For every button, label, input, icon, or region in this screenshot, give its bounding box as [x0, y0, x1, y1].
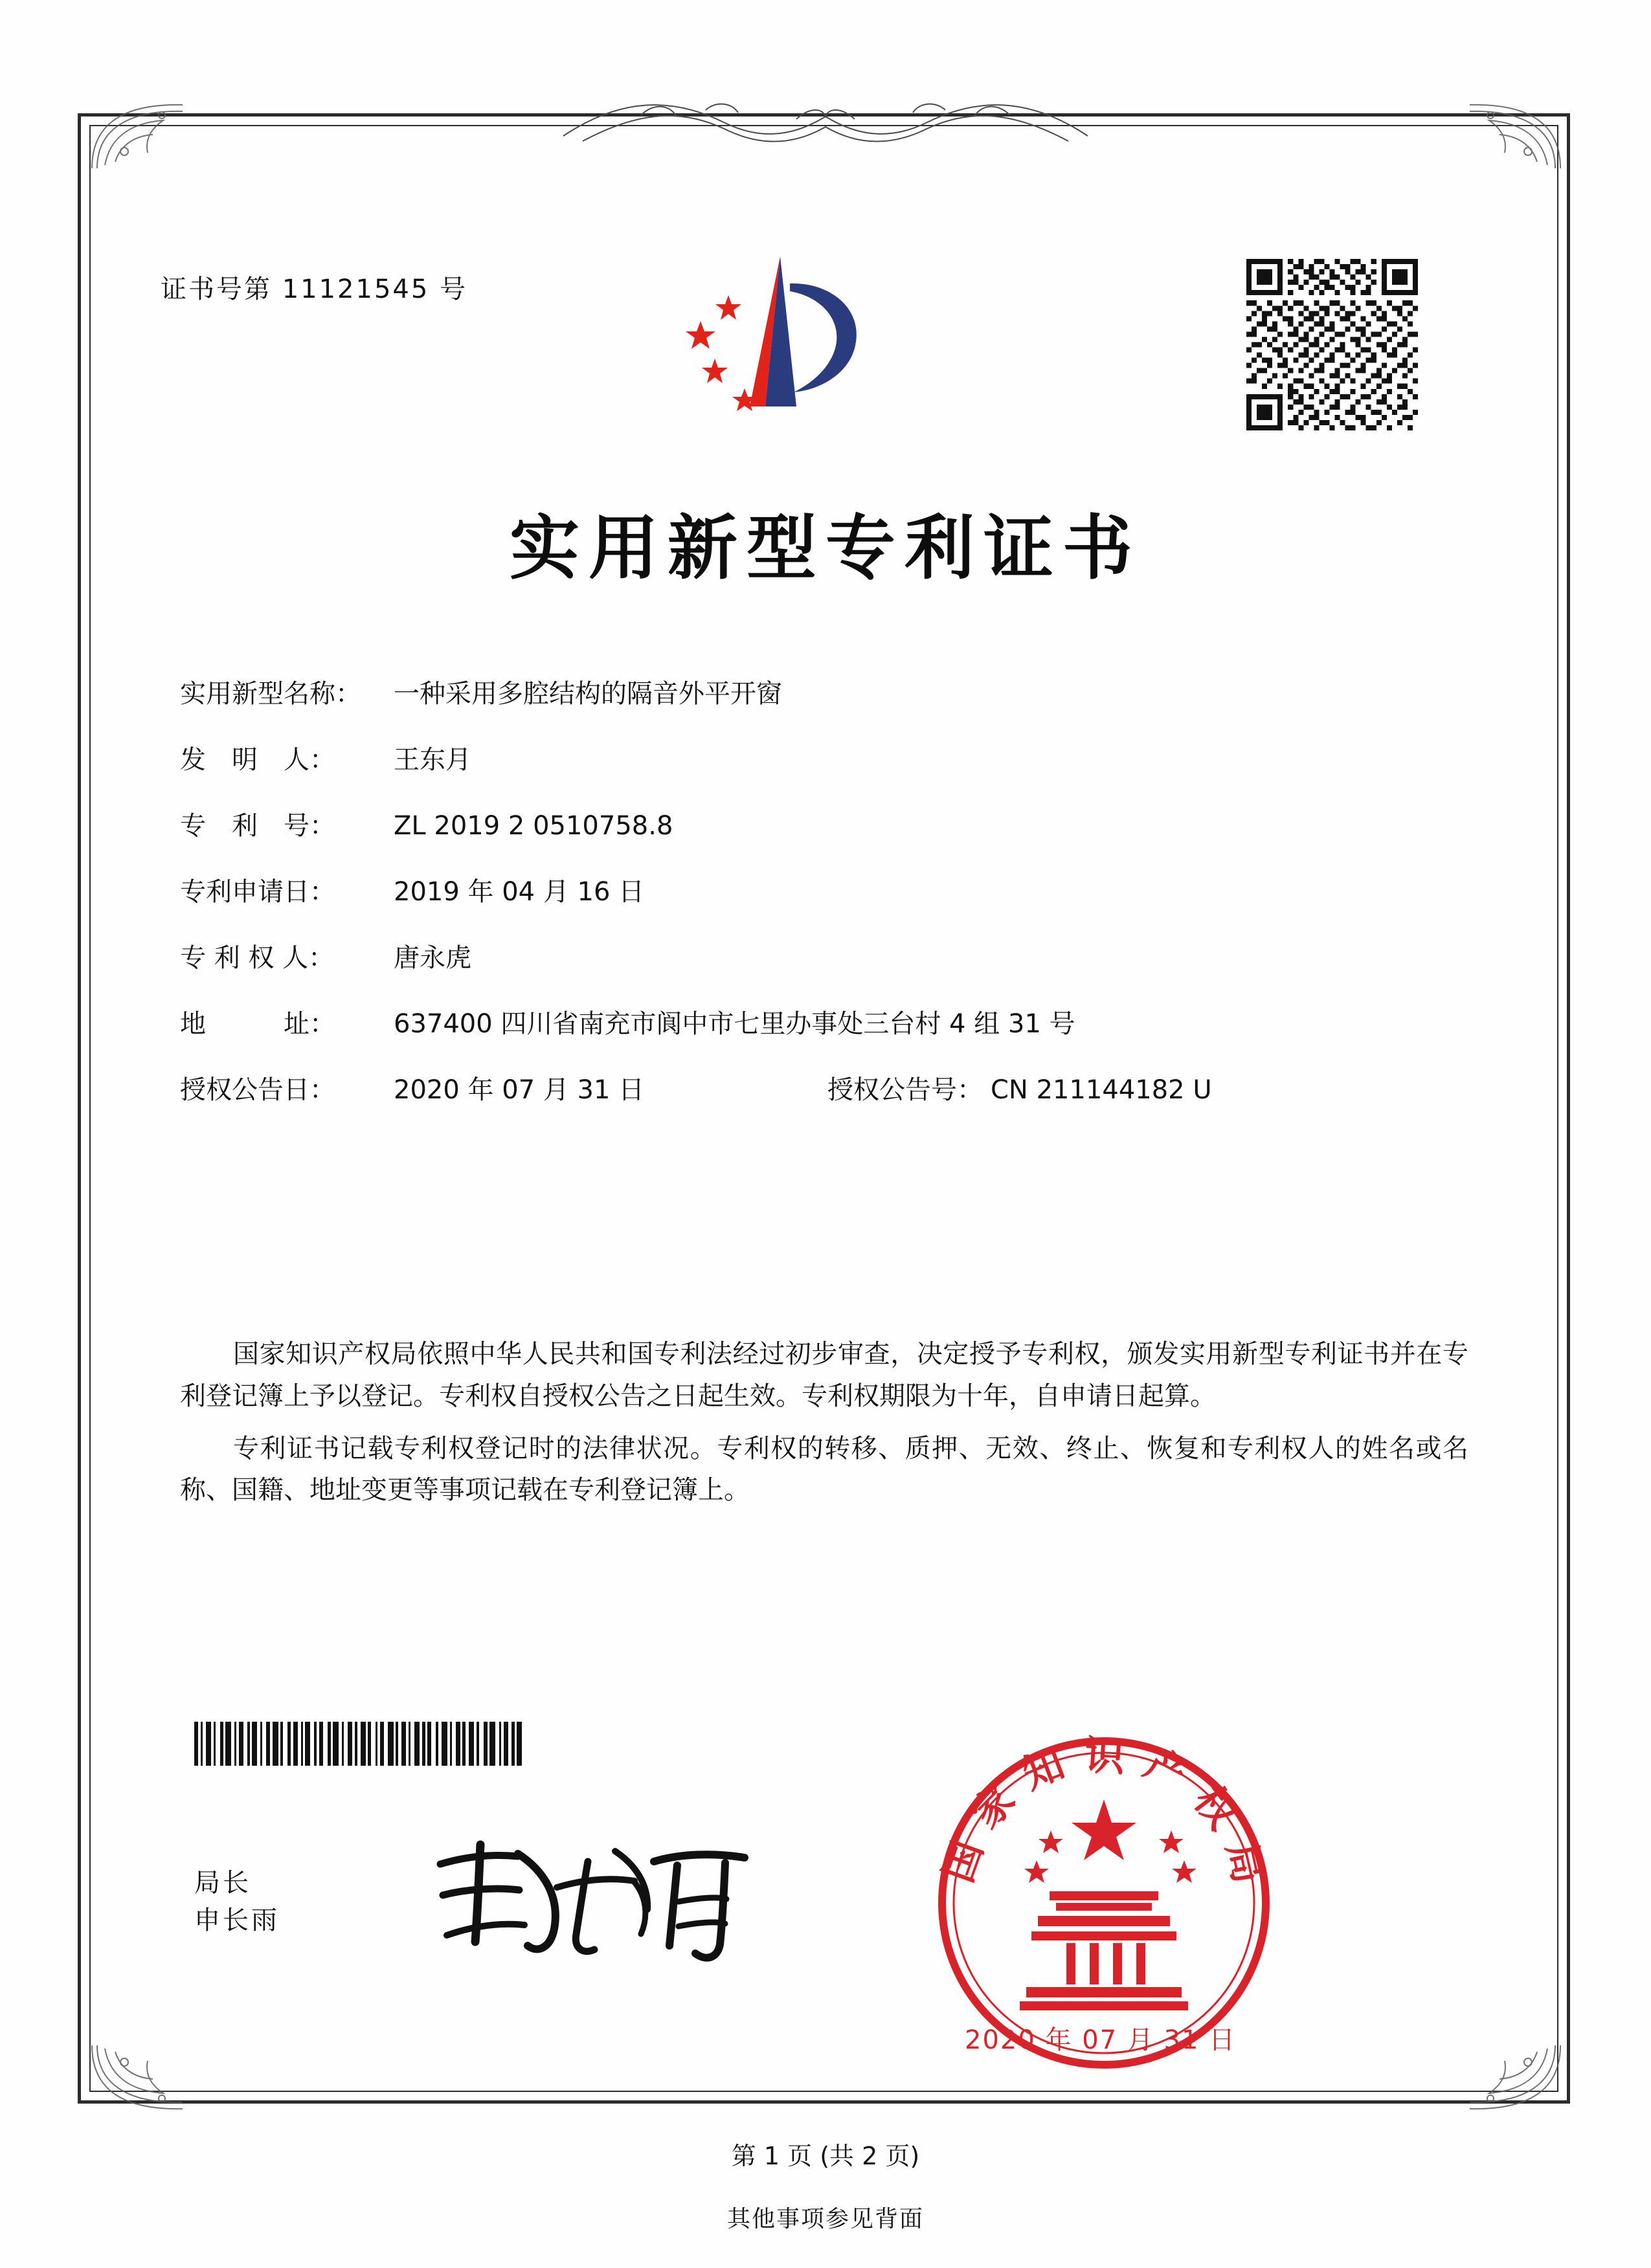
page-number: 第 1 页 (共 2 页)	[731, 2142, 920, 2170]
field-label: 授权公告日：	[180, 1075, 335, 1105]
cnipa-logo-icon	[667, 245, 874, 432]
svg-text:国家知识产权局: 国家知识产权局	[934, 1731, 1277, 1904]
field-value: ZL 2019 2 0510758.8	[394, 811, 673, 841]
field-label: 专 利 号：	[180, 811, 335, 841]
field-value: 唐永虎	[394, 943, 471, 973]
page-title: 实用新型专利证书	[509, 507, 1141, 589]
field-application-date	[180, 878, 1475, 906]
field-inventor	[180, 746, 1475, 774]
field-patentee	[180, 944, 1475, 972]
field-grant-announcement	[180, 1076, 1475, 1104]
paragraph-1: 国家知识产权局依照中华人民共和国专利法经过初步审查，决定授予专利权，颁发实用新型专利证书并在专利登记簿上予以登记。专利权自授权公告之日起生效。专利权期限为十年，自申请日起算。	[180, 1339, 1468, 1411]
field-value: 637400 四川省南充市阆中市七里办事处三台村 4 组 31 号	[394, 1009, 1075, 1039]
field-value: 王东月	[394, 745, 471, 775]
legal-text	[180, 1333, 1468, 1522]
handwritten-signature	[421, 1825, 783, 1968]
field-label: 地 址：	[180, 1009, 335, 1039]
field-patent-number	[180, 812, 1475, 840]
paragraph-2: 专利证书记载专利权登记时的法律状况。专利权的转移、质押、无效、终止、恢复和专利权人的姓名或名称、国籍、地址变更等事项记载在专利登记簿上。	[180, 1433, 1468, 1506]
field-list	[180, 680, 1475, 1142]
field-label: 专利申请日：	[180, 877, 335, 907]
signature-role: 局长	[194, 1868, 251, 1898]
field-address	[180, 1010, 1475, 1038]
field-value: 一种采用多腔结构的隔音外平开窗	[394, 679, 782, 709]
field-label: 发 明 人：	[180, 745, 335, 775]
field-label: 实用新型名称：	[180, 679, 361, 709]
field-value: 2020 年 07 月 31 日	[394, 1075, 645, 1105]
back-page-note: 其他事项参见背面	[726, 2206, 924, 2232]
signature-block	[194, 1864, 280, 1939]
field-label: 专 利 权 人：	[180, 943, 335, 973]
field-sub-label: 授权公告号：	[827, 1075, 983, 1105]
certificate-number: 证书号第 11121545 号	[161, 274, 468, 304]
field-value: 2019 年 04 月 16 日	[394, 877, 645, 907]
signature-name: 申长雨	[194, 1906, 280, 1935]
field-sub-value: CN 211144182 U	[991, 1075, 1212, 1105]
field-utility-model-name	[180, 680, 1475, 708]
qr-code	[1246, 259, 1418, 430]
barcode	[194, 1722, 609, 1766]
seal-date: 2020 年 07 月 31 日	[965, 2025, 1237, 2055]
